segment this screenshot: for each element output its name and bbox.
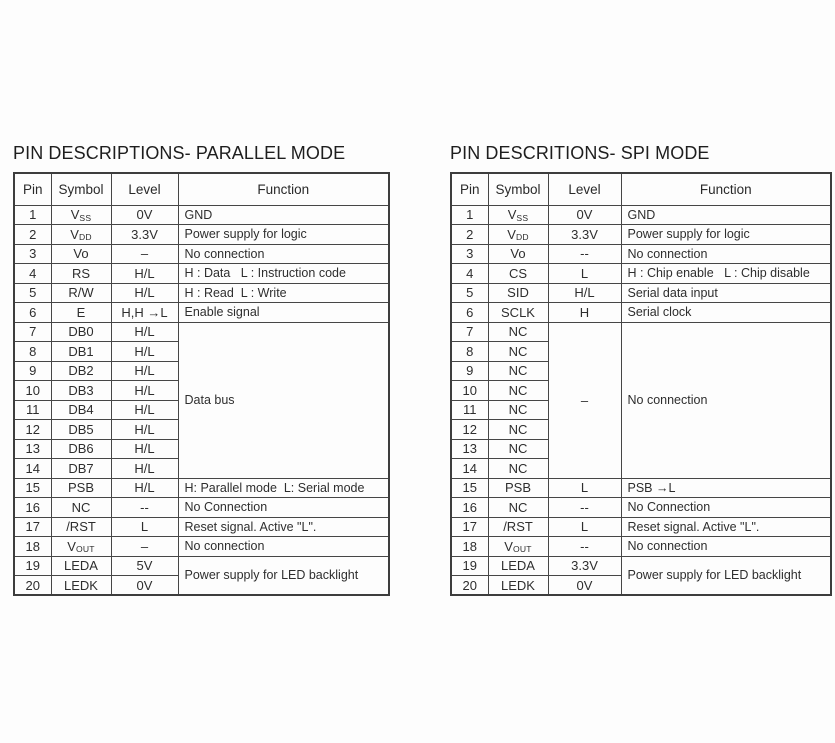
pin-cell: 15 xyxy=(451,478,488,498)
table-row xyxy=(451,225,831,245)
symbol-cell: SCLK xyxy=(488,303,548,323)
pin-cell: 19 xyxy=(14,556,51,576)
pin-cell: 5 xyxy=(14,283,51,303)
level-cell: H/L xyxy=(111,420,178,440)
symbol-cell: DB5 xyxy=(51,420,111,440)
symbol-cell: E xyxy=(51,303,111,323)
pin-cell: 15 xyxy=(14,478,51,498)
pin-cell: 6 xyxy=(14,303,51,323)
parallel-mode-title: PIN DESCRIPTIONS- PARALLEL MODE xyxy=(13,143,346,163)
function-cell: H : Read L : Write xyxy=(178,283,389,303)
function-cell: No connection xyxy=(621,322,831,478)
column-header-function: Function xyxy=(621,173,831,205)
level-cell: 0V xyxy=(111,576,178,596)
level-cell: -- xyxy=(548,498,621,518)
table-row xyxy=(451,517,831,537)
symbol-cell: /RST xyxy=(51,517,111,537)
symbol-cell: DB3 xyxy=(51,381,111,401)
level-cell: H/L xyxy=(548,283,621,303)
pin-cell: 1 xyxy=(451,205,488,225)
symbol-cell: CS xyxy=(488,264,548,284)
function-cell: GND xyxy=(621,205,831,225)
function-cell: PSB →L xyxy=(621,478,831,498)
pin-cell: 9 xyxy=(14,361,51,381)
table-row xyxy=(14,264,389,284)
level-cell: H/L xyxy=(111,322,178,342)
function-cell: GND xyxy=(178,205,389,225)
level-cell: – xyxy=(111,244,178,264)
spi-table-header xyxy=(451,173,831,205)
pin-cell: 9 xyxy=(451,361,488,381)
level-cell: H/L xyxy=(111,439,178,459)
pin-cell: 4 xyxy=(451,264,488,284)
level-cell: H/L xyxy=(111,361,178,381)
function-cell: No connection xyxy=(178,244,389,264)
function-cell: Power supply for LED backlight xyxy=(178,556,389,595)
table-row xyxy=(451,244,831,264)
column-header-pin: Pin xyxy=(14,173,51,205)
level-cell: 3.3V xyxy=(111,225,178,245)
level-cell: L xyxy=(548,264,621,284)
pin-cell: 8 xyxy=(451,342,488,362)
symbol-cell: LEDA xyxy=(488,556,548,576)
table-row xyxy=(14,556,389,576)
pin-cell: 1 xyxy=(14,205,51,225)
function-cell: Reset signal. Active "L". xyxy=(178,517,389,537)
symbol-cell: $V_{OUT}$ xyxy=(51,537,111,557)
symbol-cell: RS xyxy=(51,264,111,284)
pin-cell: 3 xyxy=(451,244,488,264)
symbol-cell: SID xyxy=(488,283,548,303)
header-row xyxy=(451,173,831,205)
symbol-cell: DB2 xyxy=(51,361,111,381)
symbol-cell: DB6 xyxy=(51,439,111,459)
spi-mode-section xyxy=(450,143,832,596)
symbol-cell: /RST xyxy=(488,517,548,537)
pin-cell: 20 xyxy=(451,576,488,596)
level-cell: H/L xyxy=(111,400,178,420)
symbol-cell: NC xyxy=(488,342,548,362)
column-header-symbol: Symbol xyxy=(51,173,111,205)
pin-cell: 10 xyxy=(14,381,51,401)
table-row xyxy=(451,303,831,323)
column-header-level: Level xyxy=(548,173,621,205)
level-cell: H/L xyxy=(111,459,178,479)
function-cell: No connection xyxy=(178,537,389,557)
function-cell: Serial data input xyxy=(621,283,831,303)
pin-cell: 10 xyxy=(451,381,488,401)
level-cell: L xyxy=(548,478,621,498)
symbol-cell: LEDA xyxy=(51,556,111,576)
pin-cell: 16 xyxy=(14,498,51,518)
pin-cell: 2 xyxy=(451,225,488,245)
function-cell: Data bus xyxy=(178,322,389,478)
spi-table-body xyxy=(451,205,831,595)
pin-cell: 2 xyxy=(14,225,51,245)
table-row xyxy=(14,303,389,323)
pin-cell: 17 xyxy=(451,517,488,537)
table-row xyxy=(14,205,389,225)
table-row xyxy=(451,537,831,557)
symbol-cell: NC xyxy=(488,459,548,479)
pin-cell: 13 xyxy=(14,439,51,459)
function-cell: Power supply for logic xyxy=(621,225,831,245)
pin-cell: 14 xyxy=(14,459,51,479)
parallel-mode-section xyxy=(13,143,390,596)
level-cell: – xyxy=(548,322,621,478)
pin-cell: 11 xyxy=(451,400,488,420)
pin-cell: 14 xyxy=(451,459,488,479)
pin-cell: 19 xyxy=(451,556,488,576)
pin-cell: 5 xyxy=(451,283,488,303)
table-row xyxy=(451,264,831,284)
symbol-cell: Vo xyxy=(51,244,111,264)
column-header-function: Function xyxy=(178,173,389,205)
table-row xyxy=(451,498,831,518)
pin-cell: 7 xyxy=(451,322,488,342)
pin-cell: 7 xyxy=(14,322,51,342)
pin-cell: 6 xyxy=(451,303,488,323)
symbol-cell: NC xyxy=(488,322,548,342)
symbol-cell: Vo xyxy=(488,244,548,264)
column-header-symbol: Symbol xyxy=(488,173,548,205)
symbol-cell: NC xyxy=(488,498,548,518)
symbol-cell: NC xyxy=(51,498,111,518)
symbol-cell: $V_{OUT}$ xyxy=(488,537,548,557)
table-row xyxy=(14,537,389,557)
parallel-table-header xyxy=(14,173,389,205)
table-row xyxy=(14,517,389,537)
level-cell: -- xyxy=(548,244,621,264)
level-cell: 0V xyxy=(111,205,178,225)
function-cell: Reset signal. Active "L". xyxy=(621,517,831,537)
table-row xyxy=(14,322,389,342)
level-cell: H/L xyxy=(111,342,178,362)
parallel-table-body xyxy=(14,205,389,595)
function-cell: No Connection xyxy=(178,498,389,518)
table-row xyxy=(451,556,831,576)
table-row xyxy=(451,283,831,303)
symbol-cell: LEDK xyxy=(51,576,111,596)
level-cell: L xyxy=(548,517,621,537)
function-cell: No connection xyxy=(621,244,831,264)
level-cell: 0V xyxy=(548,205,621,225)
pin-cell: 3 xyxy=(14,244,51,264)
level-cell: 3.3V xyxy=(548,225,621,245)
spi-mode-pin-table xyxy=(450,172,832,596)
pin-cell: 12 xyxy=(451,420,488,440)
level-cell: L xyxy=(111,517,178,537)
table-row xyxy=(14,225,389,245)
symbol-cell: NC xyxy=(488,420,548,440)
level-cell: H/L xyxy=(111,381,178,401)
function-cell: Power supply for logic xyxy=(178,225,389,245)
function-cell: No connection xyxy=(621,537,831,557)
symbol-cell: DB4 xyxy=(51,400,111,420)
symbol-cell: $V_{DD}$ xyxy=(51,225,111,245)
symbol-cell: DB7 xyxy=(51,459,111,479)
level-cell: 5V xyxy=(111,556,178,576)
symbol-cell: NC xyxy=(488,400,548,420)
pin-cell: 12 xyxy=(14,420,51,440)
level-cell: H xyxy=(548,303,621,323)
pin-cell: 18 xyxy=(451,537,488,557)
pin-cell: 17 xyxy=(14,517,51,537)
table-row xyxy=(451,322,831,342)
function-cell: Serial clock xyxy=(621,303,831,323)
symbol-cell: R/W xyxy=(51,283,111,303)
header-row xyxy=(14,173,389,205)
pin-cell: 13 xyxy=(451,439,488,459)
spi-mode-title: PIN DESCRITIONS- SPI MODE xyxy=(450,143,710,163)
level-cell: 0V xyxy=(548,576,621,596)
parallel-mode-pin-table xyxy=(13,172,390,596)
level-cell: H,H →L xyxy=(111,303,178,323)
column-header-pin: Pin xyxy=(451,173,488,205)
table-row xyxy=(14,283,389,303)
function-cell: Power supply for LED backlight xyxy=(621,556,831,595)
function-cell: Enable signal xyxy=(178,303,389,323)
symbol-cell: $V_{SS}$ xyxy=(51,205,111,225)
function-cell: H : Data L : Instruction code xyxy=(178,264,389,284)
level-cell: -- xyxy=(111,498,178,518)
table-row xyxy=(14,244,389,264)
table-row xyxy=(14,498,389,518)
table-row xyxy=(14,478,389,498)
level-cell: H/L xyxy=(111,264,178,284)
pin-cell: 8 xyxy=(14,342,51,362)
symbol-cell: PSB xyxy=(51,478,111,498)
function-cell: No Connection xyxy=(621,498,831,518)
symbol-cell: $V_{DD}$ xyxy=(488,225,548,245)
table-row xyxy=(451,205,831,225)
symbol-cell: NC xyxy=(488,439,548,459)
function-cell: H: Parallel mode L: Serial mode xyxy=(178,478,389,498)
pin-cell: 16 xyxy=(451,498,488,518)
symbol-cell: DB0 xyxy=(51,322,111,342)
symbol-cell: DB1 xyxy=(51,342,111,362)
pin-cell: 11 xyxy=(14,400,51,420)
level-cell: 3.3V xyxy=(548,556,621,576)
pin-cell: 20 xyxy=(14,576,51,596)
table-row xyxy=(451,478,831,498)
function-cell: H : Chip enable L : Chip disable xyxy=(621,264,831,284)
level-cell: H/L xyxy=(111,478,178,498)
column-header-level: Level xyxy=(111,173,178,205)
level-cell: H/L xyxy=(111,283,178,303)
pin-cell: 4 xyxy=(14,264,51,284)
symbol-cell: NC xyxy=(488,381,548,401)
symbol-cell: LEDK xyxy=(488,576,548,596)
pin-cell: 18 xyxy=(14,537,51,557)
symbol-cell: NC xyxy=(488,361,548,381)
level-cell: – xyxy=(111,537,178,557)
symbol-cell: $V_{SS}$ xyxy=(488,205,548,225)
symbol-cell: PSB xyxy=(488,478,548,498)
level-cell: -- xyxy=(548,537,621,557)
